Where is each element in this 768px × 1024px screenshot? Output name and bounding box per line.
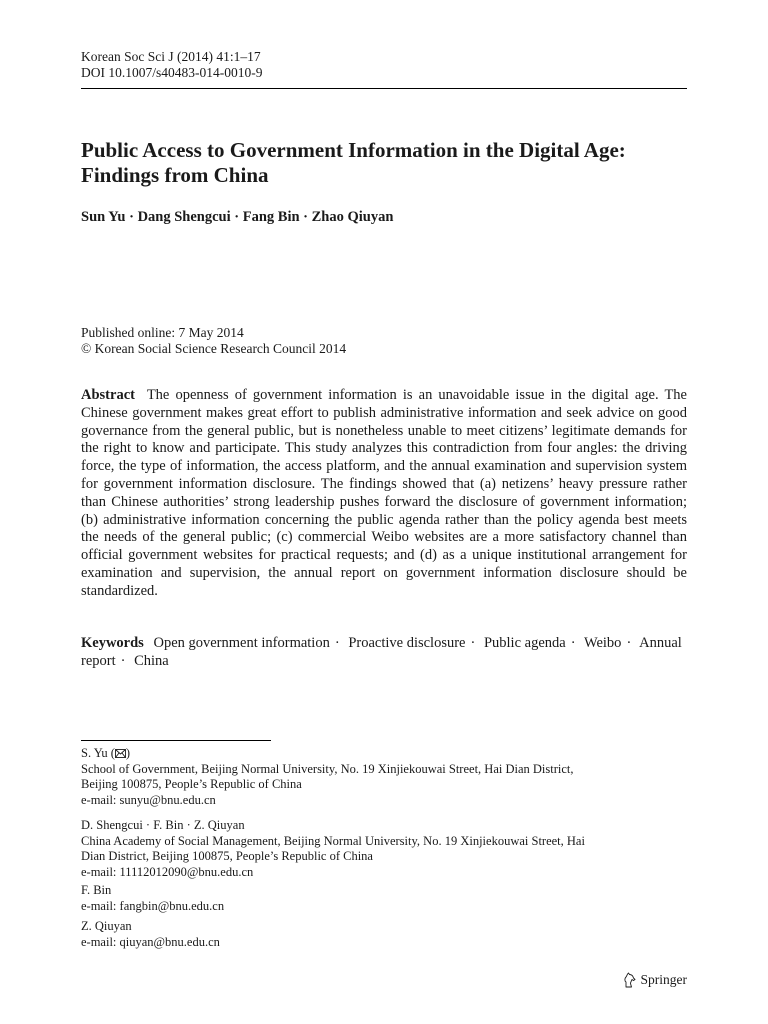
abstract-text: The openness of government information is an unavoidable issue in the digital age. The Chinese government makes great effort to publish administrative information and seek advice on good governance from the general public, but is nonetheless unable to meet citizens’ legitimate demands for the right to know and participate. This study analyzes this contradiction from four angles: the driving force, the type of information, the access platform, and the annual examination and supervision system for government information disclosure. The findings showed that (a) netizens’ heavy pressure rather than Chinese authorities’ strong leadership pushes forward the disclosure of government information; (b) administrative information concerning the public agenda rather than the policy agenda best meets the needs of the general public; (c) commercial Weibo websites are a more satisfactory channel than official government websites for practical requests; and (d) as a unique institutional arrangement for examination and supervision, the annual report on government information disclosure should be standardized.: [81, 387, 687, 599]
affiliation-name: S. Yu ( ): [81, 746, 131, 760]
keyword: Proactive disclosure: [348, 635, 466, 651]
affiliation-email: e-mail: fangbin@bnu.edu.cn: [81, 898, 225, 913]
affiliation-email: e-mail: qiuyan@bnu.edu.cn: [81, 934, 220, 949]
abstract: [81, 387, 687, 601]
journal-citation: Korean Soc Sci J (2014) 41:1–17: [81, 49, 261, 64]
copyright-notice: © Korean Social Science Research Council 2014: [81, 341, 347, 356]
keyword-separator: ·: [626, 635, 632, 651]
affiliation-block: [81, 883, 681, 914]
affiliation-line: School of Government, Beijing Normal University, No. 19 Xinjiekouwai Street, Hai Dian District,: [81, 761, 574, 776]
affiliation-block: [81, 818, 681, 880]
keyword: Open government information: [153, 635, 330, 651]
keyword: Weibo: [583, 635, 622, 651]
keywords: [81, 634, 687, 670]
affiliation-block: [81, 746, 681, 808]
keyword-separator: ·: [470, 635, 476, 651]
keyword-separator: ·: [570, 635, 576, 651]
author-list: Sun Yu · Dang Shengcui · Fang Bin · Zhao Qiuyan: [81, 209, 394, 225]
doi: DOI 10.1007/s40483-014-0010-9: [81, 65, 263, 80]
affiliation-line: Beijing 100875, People’s Republic of China: [81, 777, 302, 791]
publication-info: [81, 325, 346, 357]
journal-header: [81, 49, 263, 81]
affiliation-name: F. Bin: [81, 883, 112, 897]
envelope-icon: [115, 749, 126, 758]
affiliation-email: e-mail: 11112012090@bnu.edu.cn: [81, 864, 254, 879]
keyword: Public agenda: [483, 635, 566, 651]
springer-horse-icon: [623, 972, 636, 988]
keyword-list: [81, 635, 682, 669]
keyword-separator: ·: [120, 653, 126, 669]
keyword: China: [134, 653, 169, 669]
abstract-label: Abstract: [81, 387, 135, 403]
affiliation-line: Dian District, Beijing 100875, People’s Republic of China: [81, 849, 373, 863]
publisher-name: Springer: [640, 972, 687, 987]
keyword: Annual report: [81, 635, 682, 669]
published-date: Published online: 7 May 2014: [81, 325, 244, 340]
affiliation-email: e-mail: sunyu@bnu.edu.cn: [81, 792, 216, 807]
affiliation-block: [81, 919, 681, 950]
publisher-logo: [623, 972, 688, 988]
keyword-separator: ·: [334, 635, 340, 651]
affiliation-name: Z. Qiuyan: [81, 919, 132, 933]
keywords-label: Keywords: [81, 635, 144, 651]
affiliation-line: China Academy of Social Management, Beijing Normal University, No. 19 Xinjiekouwai Street, Hai: [81, 833, 585, 848]
header-rule: [81, 88, 687, 89]
footnote-rule: [81, 740, 271, 741]
article-title: Public Access to Government Information in the Digital Age: Findings from China: [81, 138, 626, 187]
affiliation-name: D. Shengcui · F. Bin · Z. Qiuyan: [81, 818, 245, 832]
